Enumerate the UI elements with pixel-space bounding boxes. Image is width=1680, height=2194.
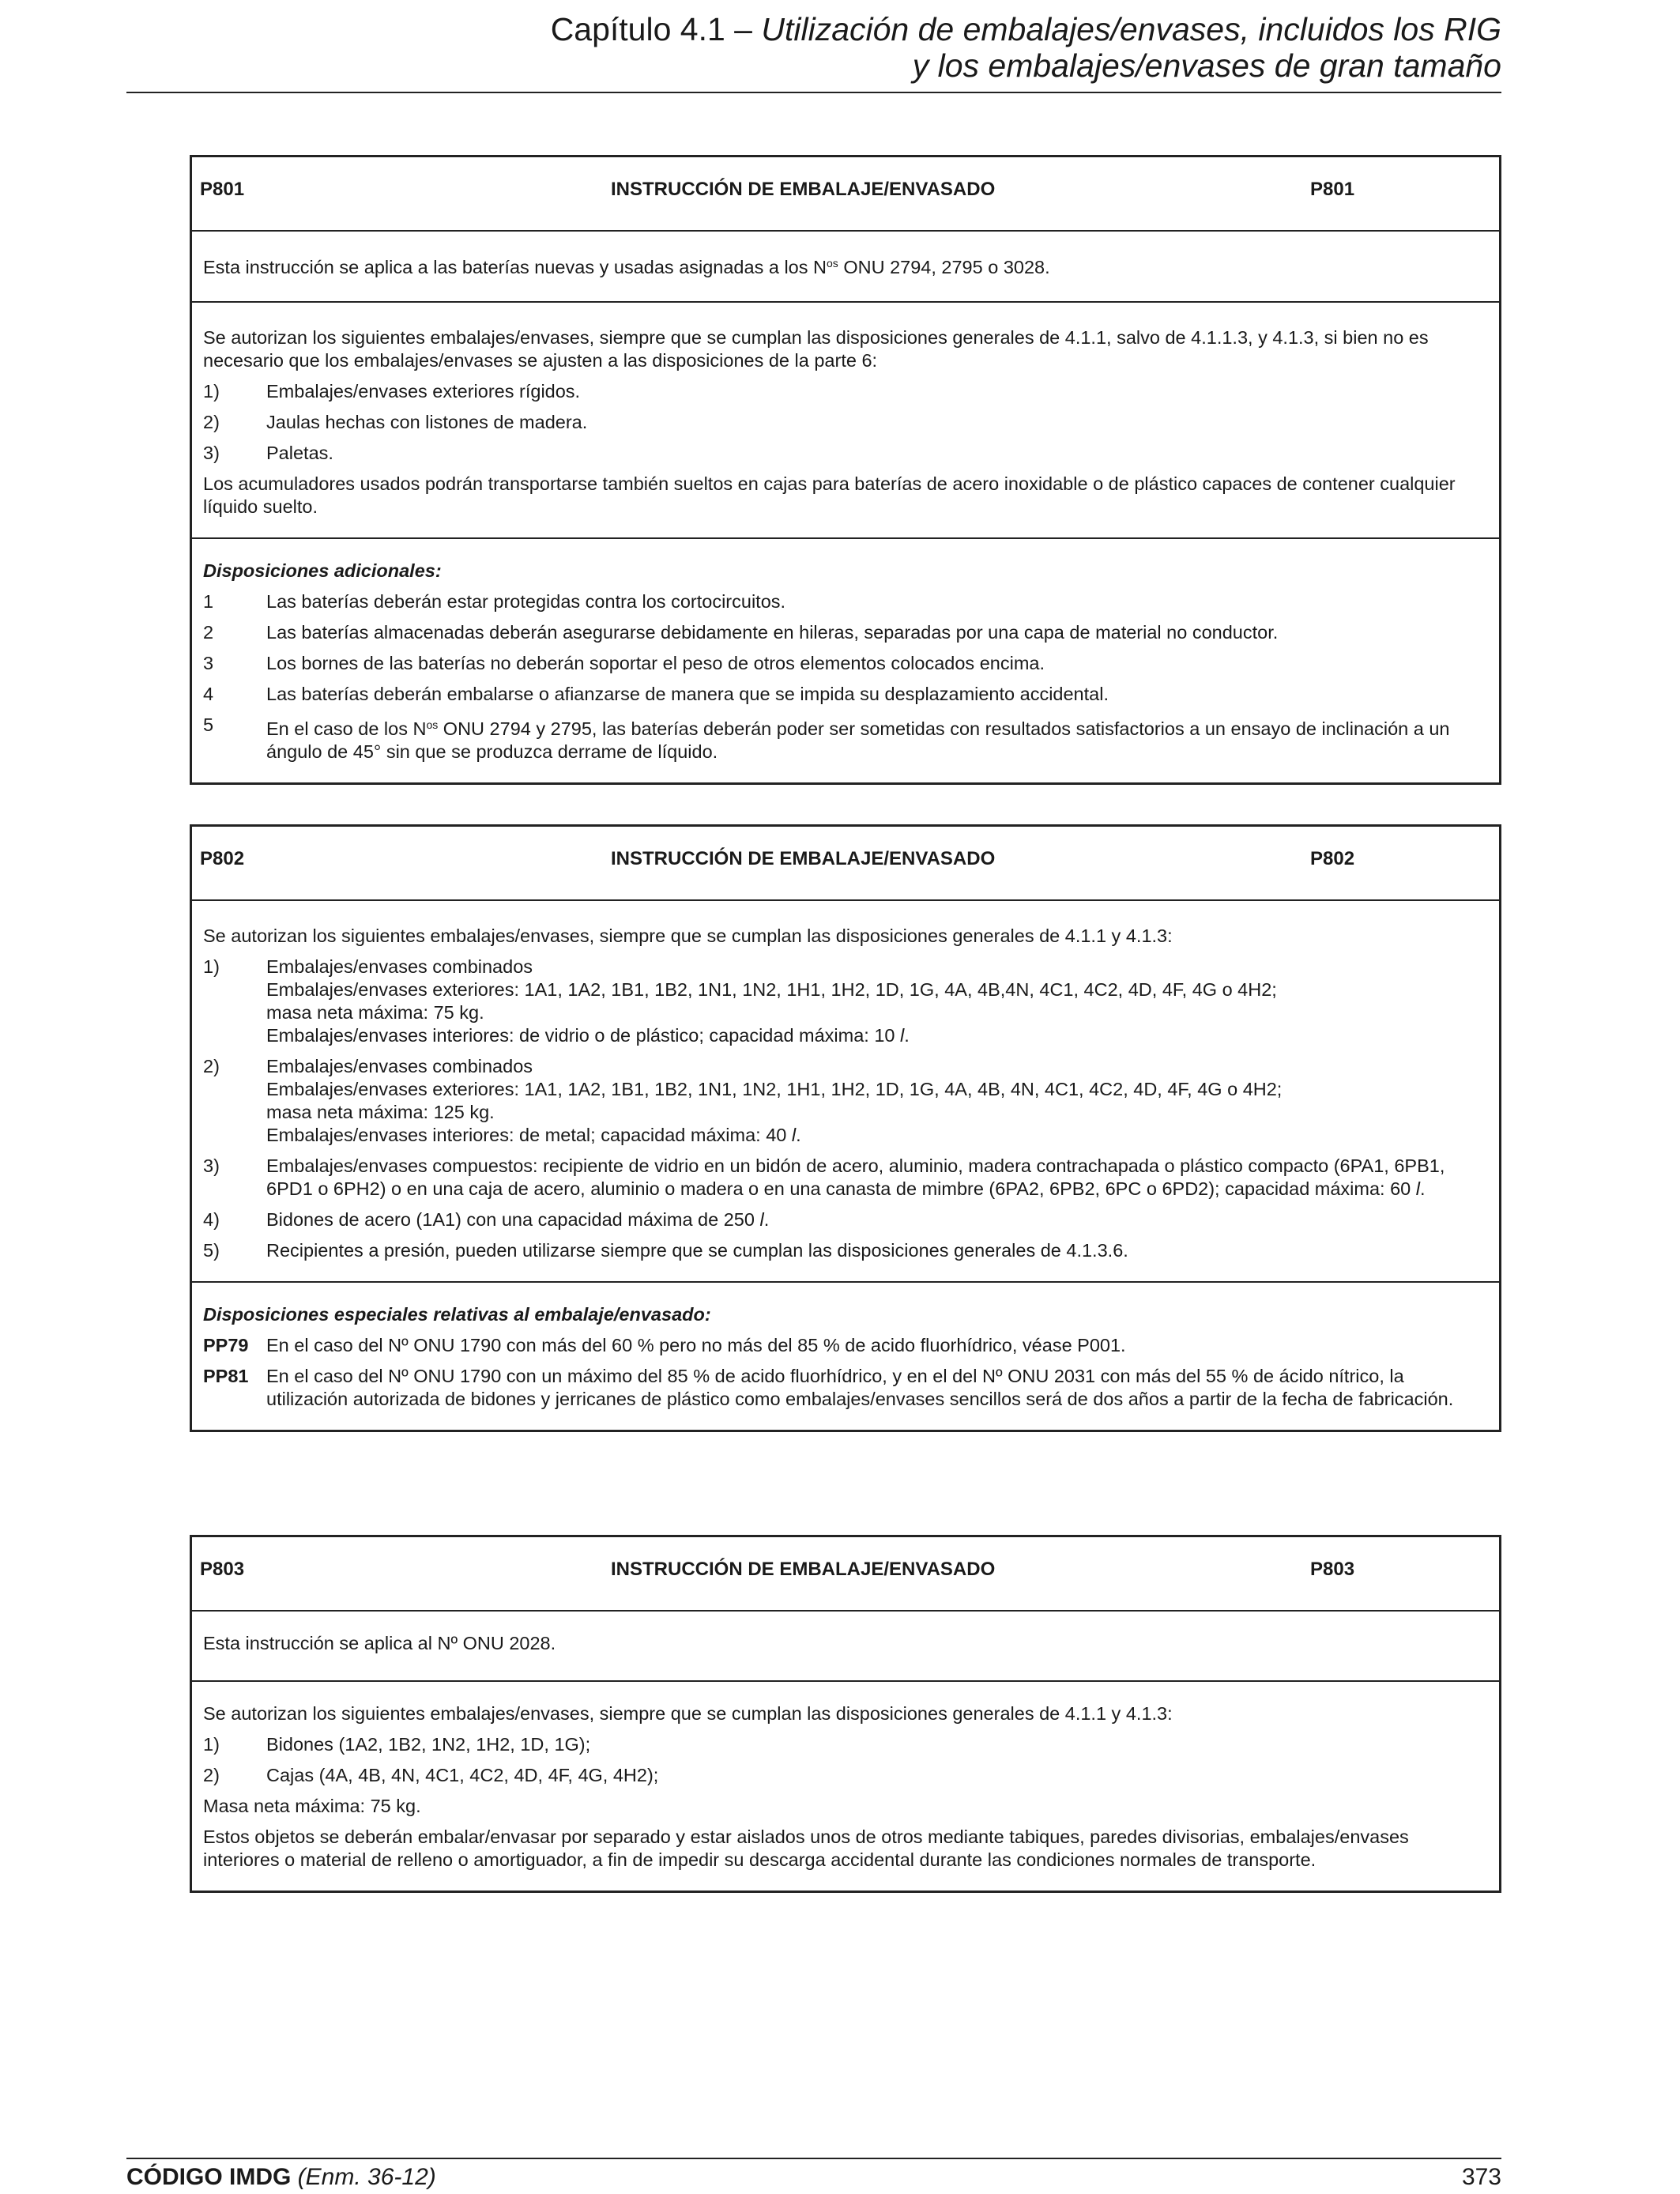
p801-title-row — [192, 157, 1499, 232]
p803-authorized — [192, 1682, 1499, 1891]
p802-code-left: P802 — [200, 848, 245, 869]
list-item: 4) Bidones de acero (1A1) con una capacidad máxima de 250 l. — [203, 1209, 770, 1230]
p801-code-left: P801 — [200, 179, 245, 200]
p803-title-row — [192, 1537, 1499, 1612]
list-item: 3) Embalajes/envases compuestos: recipiente de vidrio en un bidón de acero, aluminio, madera contrachapada o plástico compacto (6PA1, 6PB1, 6PD1 o 6PH2) o en una caja de acero, aluminio o madera o en una canasta de mimbre (6PA2, 6PB2, 6PC o 6PD2); capacidad máxima: 60 l. — [203, 1155, 1445, 1199]
header-line-2: y los embalajes/envases de gran tamaño — [912, 47, 1501, 84]
list-item: 5 En el caso de los $N^{os}$ ONU 2794 y 2795, las baterías deberán poder ser sometidas con resultados satisfactorios a un ensayo de inclinación a un ángulo de 45° sin que se produzca derrame de líquido. — [203, 714, 1450, 762]
p801-authorized — [192, 303, 1499, 539]
p803-scope-text: Esta instrucción se aplica al Nº ONU 2028. — [203, 1633, 556, 1653]
p803-code-left: P803 — [200, 1559, 245, 1580]
list-item: 1) Embalajes/envases exteriores rígidos. — [203, 381, 581, 401]
p801-note: Los acumuladores usados podrán transportarse también sueltos en cajas para baterías de acero inoxidable o de plástico capaces de contener cualquier líquido suelto. — [203, 473, 1456, 517]
p801-scope-text: Esta instrucción se aplica a las baterías nuevas y usadas asignadas a los $N^{os}$ ONU 2794, 2795 o 3028. — [203, 257, 1050, 277]
p801-scope — [192, 232, 1499, 303]
list-item: 2 Las baterías almacenadas deberán asegurarse debidamente en hileras, separadas por una capa de material no conductor. — [203, 622, 1279, 643]
p802-intro: Se autorizan los siguientes embalajes/envases, siempre que se cumplan las disposiciones generales de 4.1.1 y 4.1.3: — [203, 925, 1173, 946]
p801-additional-heading: Disposiciones adicionales: — [203, 560, 442, 581]
p801-intro: Se autorizan los siguientes embalajes/envases, siempre que se cumplan las disposiciones generales de 4.1.1, salvo de 4.1.1.3, y 4.1.3, si bien no es necesario que los embalajes/envases se ajusten a las disposiciones de la parte 6: — [203, 327, 1429, 371]
p801-title: INSTRUCCIÓN DE EMBALAJE/ENVASADO — [611, 179, 996, 200]
packing-instruction-p803 — [190, 1535, 1501, 1893]
p803-code-right: P803 — [1310, 1559, 1355, 1580]
p802-authorized — [192, 901, 1499, 1283]
list-item: 3) Paletas. — [203, 443, 333, 463]
list-item: PP81 En el caso del Nº ONU 1790 con un máximo del 85 % de acido fluorhídrico, y en el del Nº ONU 2031 con más del 55 % de ácido nítrico, la utilización autorizada de bidones y jerricanes de plástico como embalajes/envases sencillos será de dos años a partir de la fecha de fabricación. — [203, 1366, 1454, 1409]
list-item: PP79 En el caso del Nº ONU 1790 con más del 60 % pero no más del 85 % de acido fluorhídrico, véase P001. — [203, 1335, 1126, 1355]
p803-title: INSTRUCCIÓN DE EMBALAJE/ENVASADO — [611, 1559, 996, 1580]
list-item: 3 Los bornes de las baterías no deberán soportar el peso de otros elementos colocados encima. — [203, 653, 1045, 673]
p801-code-right: P801 — [1310, 179, 1355, 200]
p803-note: Estos objetos se deberán embalar/envasar por separado y estar aislados unos de otros mediante tabiques, paredes divisorias, embalajes/envases interiores o material de relleno o amortiguador, a fin de impedir su descarga accidental durante las condiciones normales de transporte. — [203, 1826, 1409, 1870]
list-item: 2) Cajas (4A, 4B, 4N, 4C1, 4C2, 4D, 4F, 4G, 4H2); — [203, 1765, 659, 1785]
page-footer — [126, 2158, 1501, 2191]
list-item: 1 Las baterías deberán estar protegidas contra los cortocircuitos. — [203, 591, 786, 612]
p803-intro: Se autorizan los siguientes embalajes/envases, siempre que se cumplan las disposiciones generales de 4.1.1 y 4.1.3: — [203, 1703, 1173, 1724]
footer-code: CÓDIGO IMDG (Enm. 36-12) — [126, 2164, 436, 2190]
p802-special — [192, 1283, 1499, 1430]
list-item: 2) Embalajes/envases combinados Embalajes/envases exteriores: 1A1, 1A2, 1B1, 1B2, 1N1, 1N2, 1H1, 1H2, 1D, 1G, 4A, 4B, 4N, 4C1, 4C2, 4D, 4F, 4G o 4H2; masa neta máxima: 125 kg. Embalajes/envases interiores: de metal; capacidad máxima: 40 l. — [203, 1056, 1283, 1145]
list-item: 1) Embalajes/envases combinados Embalajes/envases exteriores: 1A1, 1A2, 1B1, 1B2, 1N1, 1N2, 1H1, 1H2, 1D, 1G, 4A, 4B,4N, 4C1, 4C2, 4D, 4F, 4G o 4H2; masa neta máxima: 75 kg. Embalajes/envases interiores: de vidrio o de plástico; capacidad máxima: 10 l. — [203, 956, 1277, 1046]
p801-additional — [192, 539, 1499, 782]
p803-mass: Masa neta máxima: 75 kg. — [203, 1796, 421, 1816]
p802-title: INSTRUCCIÓN DE EMBALAJE/ENVASADO — [611, 848, 996, 869]
p803-scope — [192, 1612, 1499, 1682]
page-header — [126, 11, 1501, 93]
page-number: 373 — [1461, 2164, 1501, 2190]
list-item: 1) Bidones (1A2, 1B2, 1N2, 1H2, 1D, 1G); — [203, 1734, 591, 1755]
packing-instruction-p801 — [190, 155, 1501, 785]
p802-code-right: P802 — [1310, 848, 1355, 869]
header-line-1: Capítulo 4.1 – Utilización de embalajes/envases, incluidos los RIG — [550, 11, 1501, 47]
p802-special-heading: Disposiciones especiales relativas al embalaje/envasado: — [203, 1304, 711, 1325]
packing-instruction-p802 — [190, 824, 1501, 1432]
list-item: 4 Las baterías deberán embalarse o afianzarse de manera que se impida su desplazamiento accidental. — [203, 684, 1109, 704]
list-item: 2) Jaulas hechas con listones de madera. — [203, 412, 588, 432]
list-item: 5) Recipientes a presión, pueden utilizarse siempre que se cumplan las disposiciones generales de 4.1.3.6. — [203, 1240, 1128, 1261]
p802-title-row — [192, 827, 1499, 901]
